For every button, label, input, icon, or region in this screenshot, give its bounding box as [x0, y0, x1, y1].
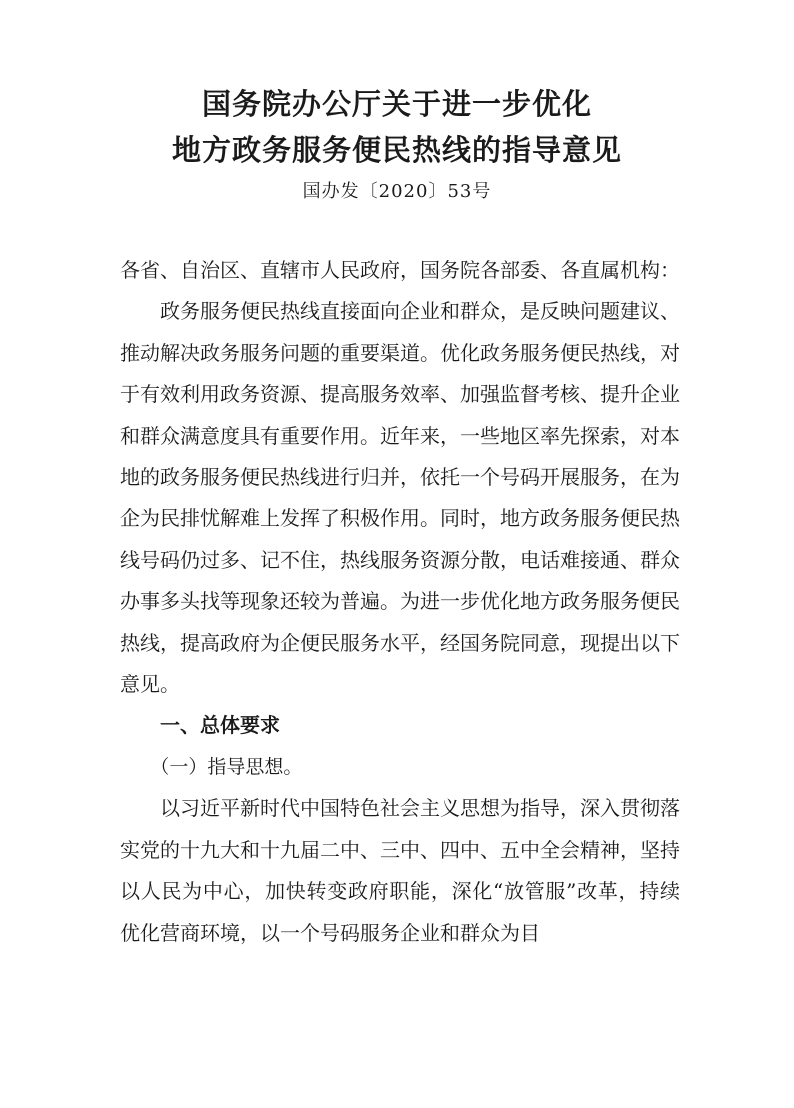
section-1-heading: 一、总体要求 [160, 713, 280, 738]
document-title-line-2: 地方政务服务便民热线的指导意见 [171, 133, 622, 167]
document-number: 国办发〔2020〕53号 [302, 181, 492, 202]
section-1-paragraph-1: 以习近平新时代中国特色社会主义思想为指导，深入贯彻落实党的十九大和十九届二中、三中、四中、五中全会精神，坚持以人民为中心，加快转变政府职能，深化“放管服”改革，持续优化营商环境，以一个号码服务企业和群众为目 [120, 796, 680, 945]
section-1-subheading-1: （一）指导思想。 [150, 755, 303, 778]
document-body [120, 250, 680, 954]
salutation: 各省、自治区、直辖市人民政府，国务院各部委、各直属机构： [120, 258, 680, 282]
intro-paragraph: 政务服务便民热线直接面向企业和群众，是反映问题建议、推动解决政务服务问题的重要渠道。优化政务服务便民热线，对于有效利用政务资源、提高服务效率、加强监督考核、提升企业和群众满意度具有重要作用。近年来，一些地区率先探索，对本地的政务服务便民热线进行归并，依托一个号码开展服务，在为企为民排忧解难上发挥了积极作用。同时，地方政务服务便民热线号码仍过多、记不住，热线服务资源分散，电话难接通、群众办事多头找等现象还较为普遍。为进一步优化地方政务服务便民热线，提高政府为企便民服务水平，经国务院同意，现提出以下意见。 [120, 299, 680, 697]
document-title-line-1: 国务院办公厅关于进一步优化 [201, 87, 592, 121]
